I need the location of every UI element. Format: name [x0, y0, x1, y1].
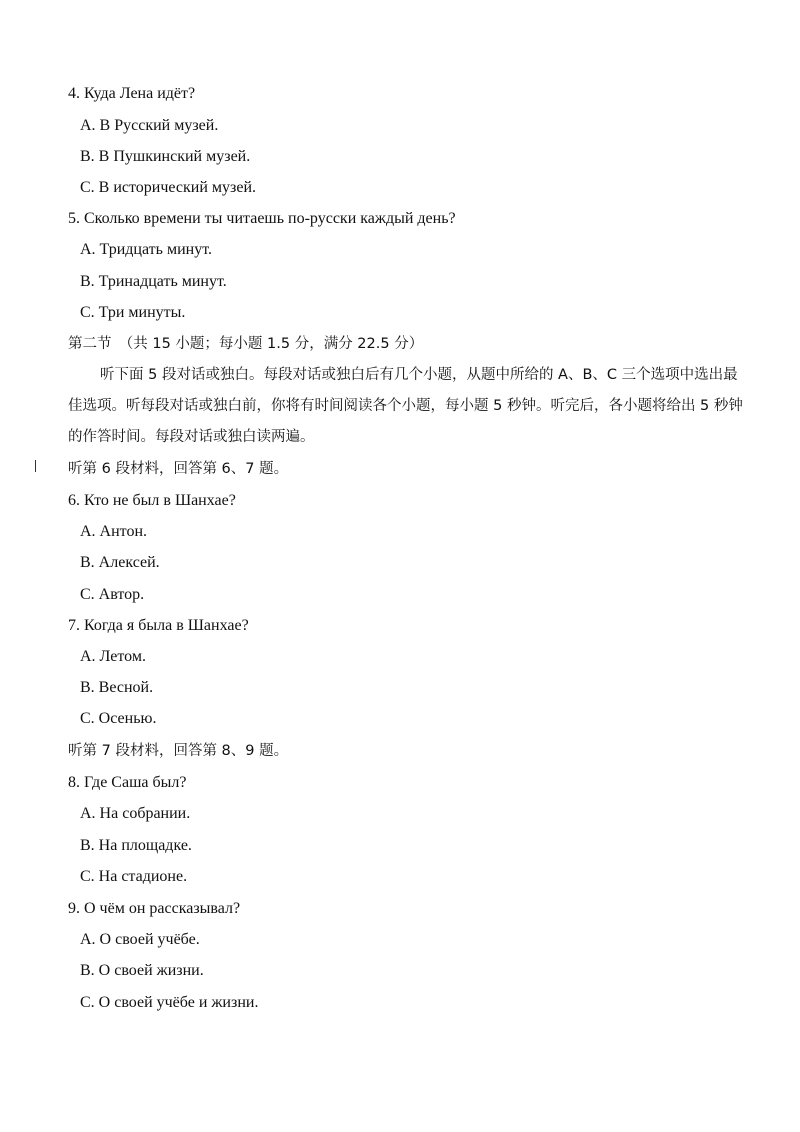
- passage-7-heading: 听第 7 段材料，回答第 8、9 题。: [68, 743, 289, 759]
- question-5: 5. Сколько времени ты читаешь по-русски каждый день?: [68, 210, 456, 227]
- question-7-option-a: А. Летом.: [80, 648, 146, 665]
- question-6-option-a: А. Антон.: [80, 523, 148, 540]
- question-6-option-c: С. Автор.: [80, 586, 145, 603]
- question-9-option-c: С. О своей учёбе и жизни.: [80, 994, 259, 1011]
- question-7-option-c: С. Осенью.: [80, 710, 157, 727]
- question-4: 4. Куда Лена идёт?: [68, 85, 196, 102]
- section-2-instructions: 听下面 5 段对话或独白。每段对话或独白后有几个小题，从题中所给的 A、B、C 三个选项中选出最佳选项。听每段对话或独白前，你将有时间阅读各个小题，每小题 5 秒钟。听完后，各小题将给出 5 秒钟的作答时间。每段对话或独白读两遍。: [68, 367, 743, 445]
- question-8-option-a: А. На собрании.: [80, 805, 191, 822]
- question-9: 9. О чём он рассказывал?: [68, 900, 241, 917]
- question-4-option-c: С. В исторический музей.: [80, 179, 257, 196]
- question-8-option-c: С. На стадионе.: [80, 868, 188, 885]
- passage-6-heading: 听第 6 段材料，回答第 6、7 题。: [68, 461, 289, 477]
- question-4-option-a: А. В Русский музей.: [80, 117, 219, 134]
- section-2-title: 第二节 （共 15 小题；每小题 1.5 分，满分 22.5 分）: [68, 336, 424, 352]
- question-7-option-b: В. Весной.: [80, 679, 154, 696]
- question-9-option-a: А. О своей учёбе.: [80, 931, 200, 948]
- question-7: 7. Когда я была в Шанхае?: [68, 617, 249, 634]
- question-6: 6. Кто не был в Шанхае?: [68, 492, 236, 509]
- question-4-option-b: В. В Пушкинский музей.: [80, 148, 251, 165]
- margin-mark: [35, 460, 36, 472]
- question-5-option-b: В. Тринадцать минут.: [80, 273, 227, 290]
- question-6-option-b: В. Алексей.: [80, 554, 160, 571]
- question-8-option-b: В. На площадке.: [80, 837, 192, 854]
- question-5-option-a: А. Тридцать минут.: [80, 241, 212, 258]
- question-9-option-b: В. О своей жизни.: [80, 962, 204, 979]
- question-5-option-c: С. Три минуты.: [80, 304, 186, 321]
- question-8: 8. Где Саша был?: [68, 774, 187, 791]
